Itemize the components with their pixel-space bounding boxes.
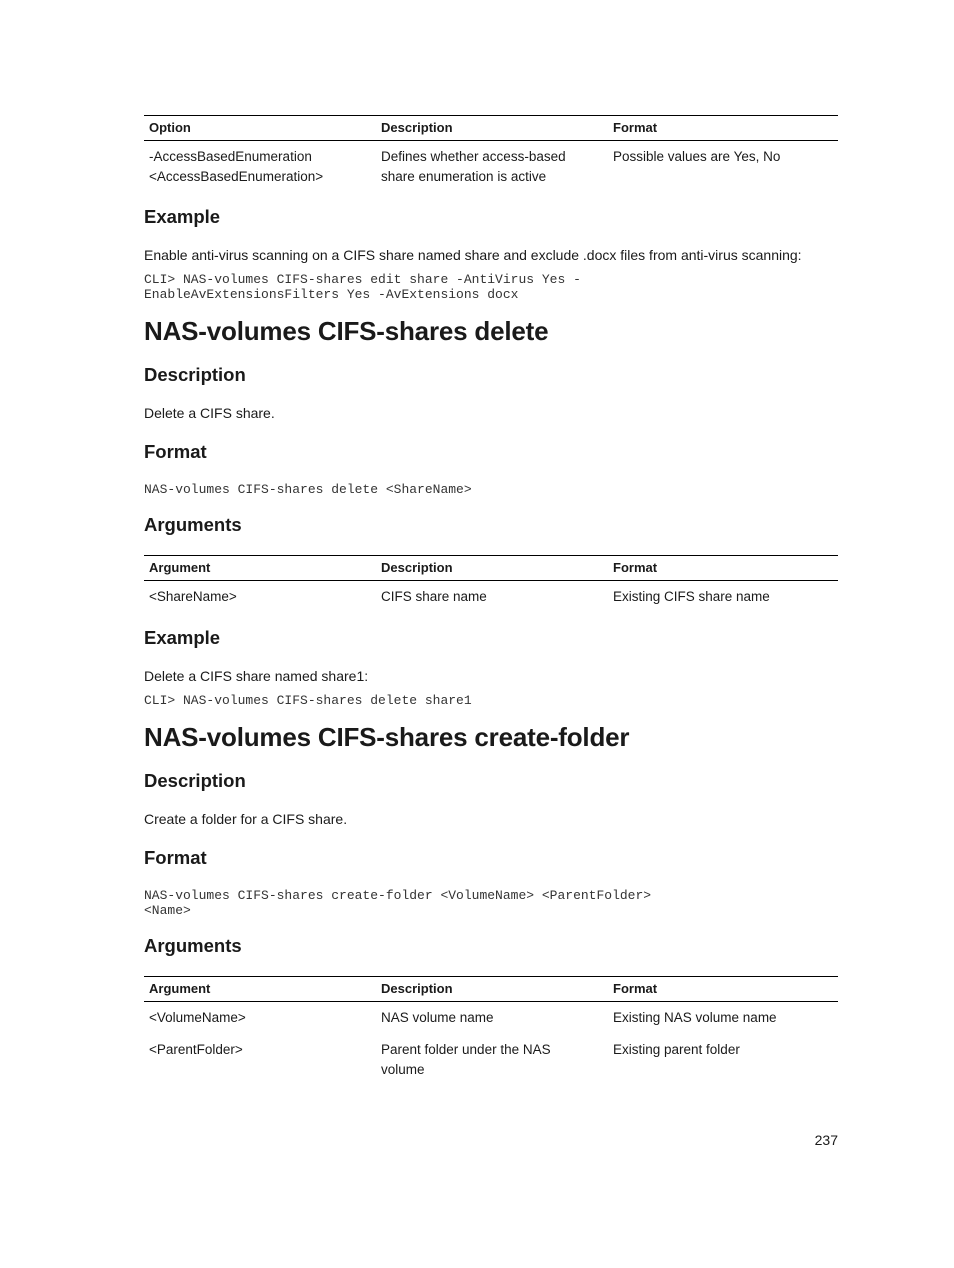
section-heading-arguments: Arguments bbox=[144, 935, 242, 956]
table-cell: Existing NAS volume name bbox=[613, 1010, 777, 1025]
table-row bbox=[144, 1002, 838, 1032]
options-table-container bbox=[144, 115, 838, 190]
table-cell: CIFS share name bbox=[381, 589, 487, 604]
format-code: NAS-volumes CIFS-shares create-folder <VolumeName> <ParentFolder> <Name> bbox=[144, 888, 652, 918]
column-header: Option bbox=[144, 116, 376, 141]
section-heading-arguments: Arguments bbox=[144, 514, 242, 535]
section-heading-example: Example bbox=[144, 206, 221, 227]
table-row bbox=[144, 141, 838, 191]
table-cell: Defines whether access-based share enumeration is active bbox=[381, 149, 566, 184]
column-header: Description bbox=[376, 977, 608, 1002]
format-code: NAS-volumes CIFS-shares delete <ShareName> bbox=[144, 482, 472, 497]
table-header-row bbox=[144, 556, 838, 581]
page-section-title: NAS-volumes CIFS-shares delete bbox=[144, 316, 549, 346]
example-text: Enable anti-virus scanning on a CIFS share named share and exclude .docx files from anti-virus scanning: bbox=[144, 247, 802, 263]
column-header: Description bbox=[376, 116, 608, 141]
column-header: Argument bbox=[144, 977, 376, 1002]
page-number: 237 bbox=[814, 1132, 838, 1148]
arguments-table bbox=[144, 555, 838, 610]
column-header: Format bbox=[608, 116, 838, 141]
table-cell: Possible values are Yes, No bbox=[613, 149, 781, 164]
table-row bbox=[144, 581, 838, 611]
section-heading-format: Format bbox=[144, 441, 207, 462]
column-header: Format bbox=[608, 556, 838, 581]
arguments-table-container bbox=[144, 976, 838, 1083]
table-cell: Existing CIFS share name bbox=[613, 589, 770, 604]
section-heading-example: Example bbox=[144, 627, 221, 648]
section-heading-description: Description bbox=[144, 364, 246, 385]
section-heading-description: Description bbox=[144, 770, 246, 791]
example-code: CLI> NAS-volumes CIFS-shares edit share -AntiVirus Yes - EnableAvExtensionsFilters Yes -AvExtensions docx bbox=[144, 272, 581, 302]
table-row bbox=[144, 1031, 838, 1083]
options-table bbox=[144, 115, 838, 190]
table-cell: Existing parent folder bbox=[613, 1042, 740, 1057]
column-header: Description bbox=[376, 556, 608, 581]
column-header: Format bbox=[608, 977, 838, 1002]
section-heading-format: Format bbox=[144, 847, 207, 868]
arguments-table bbox=[144, 976, 838, 1083]
description-text: Delete a CIFS share. bbox=[144, 405, 275, 421]
column-header: Argument bbox=[144, 556, 376, 581]
table-cell: <VolumeName> bbox=[149, 1010, 246, 1025]
arguments-table-container bbox=[144, 555, 838, 610]
example-code: CLI> NAS-volumes CIFS-shares delete share1 bbox=[144, 693, 472, 708]
description-text: Create a folder for a CIFS share. bbox=[144, 811, 348, 827]
table-header-row bbox=[144, 116, 838, 141]
table-cell: <ShareName> bbox=[149, 589, 237, 604]
table-cell: -AccessBasedEnumeration <AccessBasedEnumeration> bbox=[149, 149, 324, 184]
page-section-title: NAS-volumes CIFS-shares create-folder bbox=[144, 722, 630, 752]
table-cell: Parent folder under the NAS volume bbox=[381, 1042, 551, 1077]
table-cell: <ParentFolder> bbox=[149, 1042, 243, 1057]
table-header-row bbox=[144, 977, 838, 1002]
table-cell: NAS volume name bbox=[381, 1010, 494, 1025]
example-text: Delete a CIFS share named share1: bbox=[144, 668, 369, 684]
